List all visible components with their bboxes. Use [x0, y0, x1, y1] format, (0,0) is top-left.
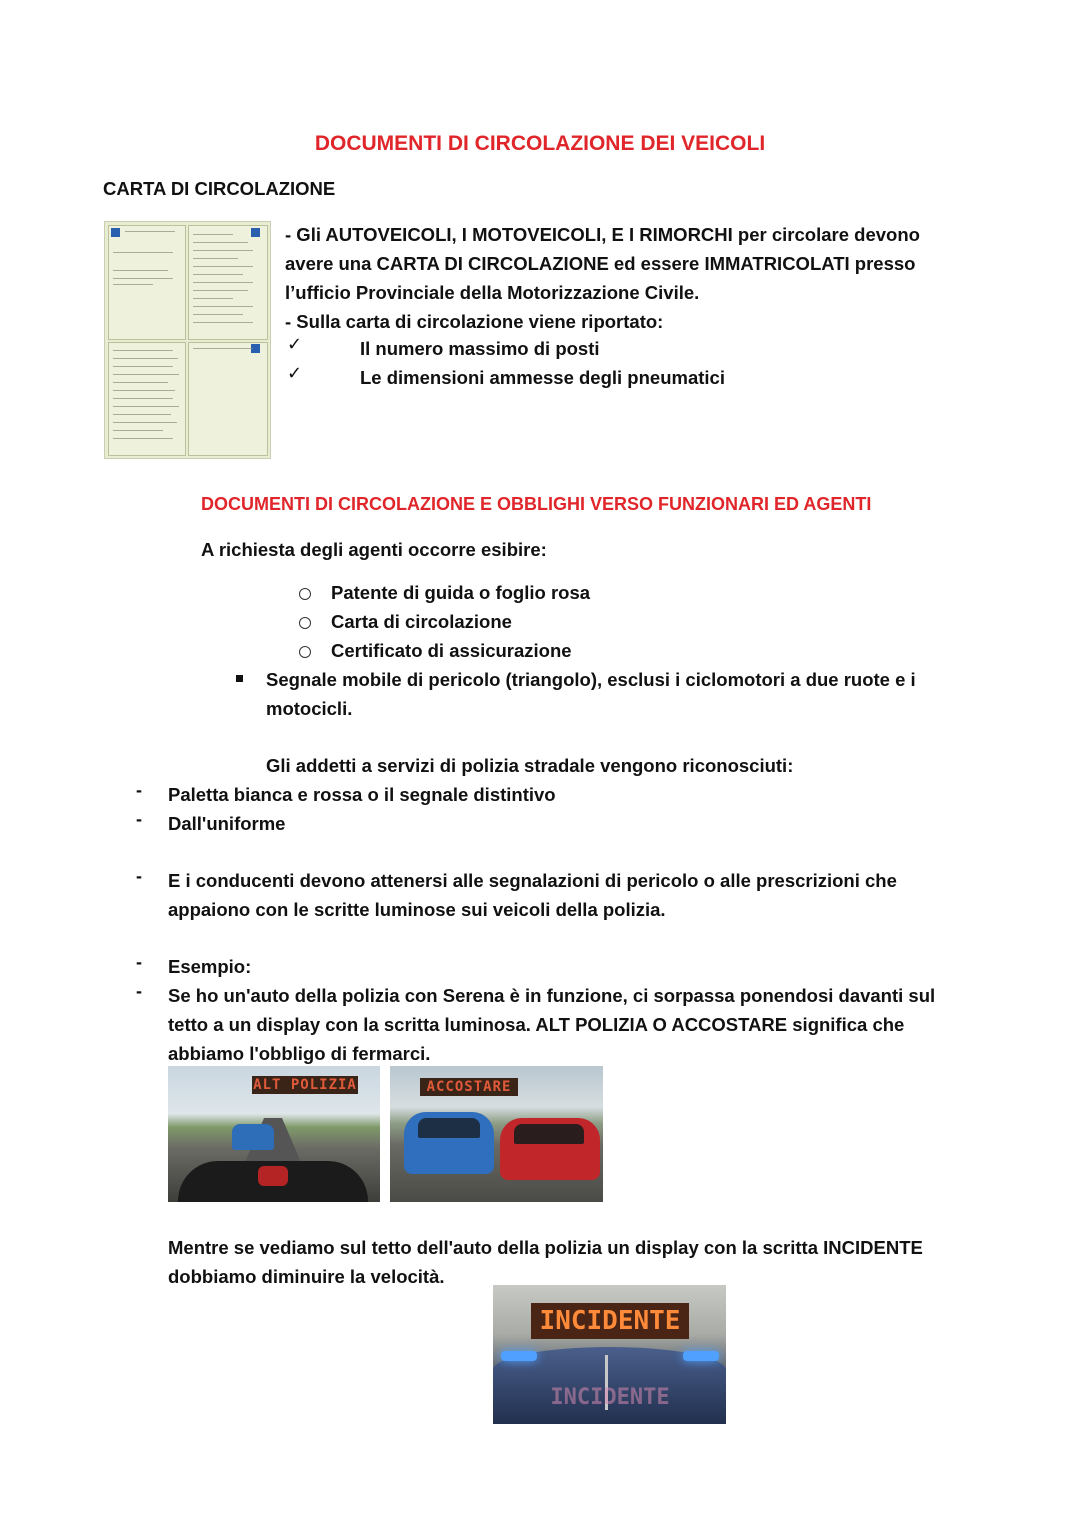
doc-item-patente: Patente di guida o foglio rosa — [331, 582, 591, 603]
square-item-line-1: Segnale mobile di pericolo (triangolo), esclusi i ciclomotori a due ruote e i — [266, 669, 916, 690]
led-display-alt-polizia: ALT POLIZIA — [253, 1077, 357, 1093]
section-heading-carta: CARTA DI CIRCOLAZIONE — [103, 178, 336, 199]
square-item-line-2: motocicli. — [266, 698, 353, 719]
intro-line-1: - Gli AUTOVEICOLI, I MOTOVEICOLI, E I RIMORCHI per circolare devono — [285, 224, 920, 245]
check-item-pneumatici: Le dimensioni ammesse degli pneumatici — [360, 367, 725, 388]
intro-line-4: - Sulla carta di circolazione viene riportato: — [285, 311, 664, 332]
dash-icon: - — [136, 981, 142, 1001]
photo-accostare — [390, 1066, 603, 1202]
registration-card-image — [104, 221, 271, 459]
led-display-incidente: INCIDENTE — [531, 1303, 689, 1339]
bullet-circle-icon — [299, 617, 311, 629]
bullet-circle-icon — [299, 646, 311, 658]
check-icon: ✓ — [287, 334, 303, 354]
intro-line-2: avere una CARTA DI CIRCOLAZIONE ed essere IMMATRICOLATI presso — [285, 253, 916, 274]
incident-line-2: dobbiamo diminuire la velocità. — [168, 1266, 445, 1287]
intro-paragraph — [285, 220, 920, 336]
incident-line-1: Mentre se vediamo sul tetto dell'auto della polizia un display con la scritta INCIDENTE — [168, 1237, 923, 1258]
obey-line-2: appaiono con le scritte luminose sui veicoli della polizia. — [168, 899, 666, 920]
example-line-3: abbiamo l'obbligo di fermarci. — [168, 1043, 431, 1064]
led-reflection: INCIDENTE — [550, 1385, 670, 1410]
example-line-1: Se ho un'auto della polizia con Serena è in funzione, ci sorpassa ponendosi davanti sul — [168, 985, 936, 1006]
example-line-2: tetto a un display con la scritta luminosa. ALT POLIZIA O ACCOSTARE significa che — [168, 1014, 905, 1035]
dash-icon: - — [136, 809, 142, 829]
dash-item-uniforme: Dall'uniforme — [168, 813, 286, 834]
check-item-posti: Il numero massimo di posti — [360, 338, 600, 359]
doc-item-assicurazione: Certificato di assicurazione — [331, 640, 572, 661]
led-display-accostare: ACCOSTARE — [420, 1078, 518, 1096]
photo-incidente — [493, 1285, 726, 1424]
dash-icon: - — [136, 866, 142, 886]
ask-line: A richiesta degli agenti occorre esibire: — [201, 539, 547, 560]
bullet-square-icon — [236, 675, 243, 682]
doc-item-carta: Carta di circolazione — [331, 611, 512, 632]
example-label: Esempio: — [168, 956, 252, 977]
photo-alt-polizia — [168, 1066, 380, 1202]
check-icon: ✓ — [287, 363, 303, 383]
recognized-line: Gli addetti a servizi di polizia stradale vengono riconosciuti: — [266, 755, 794, 776]
obey-line-1: E i conducenti devono attenersi alle segnalazioni di pericolo o alle prescrizioni che — [168, 870, 897, 891]
dash-icon: - — [136, 952, 142, 972]
intro-line-3: l’ufficio Provinciale della Motorizzazione Civile. — [285, 282, 700, 303]
bullet-circle-icon — [299, 588, 311, 600]
dash-icon: - — [136, 780, 142, 800]
page-title: DOCUMENTI DI CIRCOLAZIONE DEI VEICOLI — [314, 132, 766, 155]
section-heading-obblighi: DOCUMENTI DI CIRCOLAZIONE E OBBLIGHI VERSO FUNZIONARI ED AGENTI — [201, 494, 872, 514]
dash-item-paletta: Paletta bianca e rossa o il segnale distintivo — [168, 784, 556, 805]
